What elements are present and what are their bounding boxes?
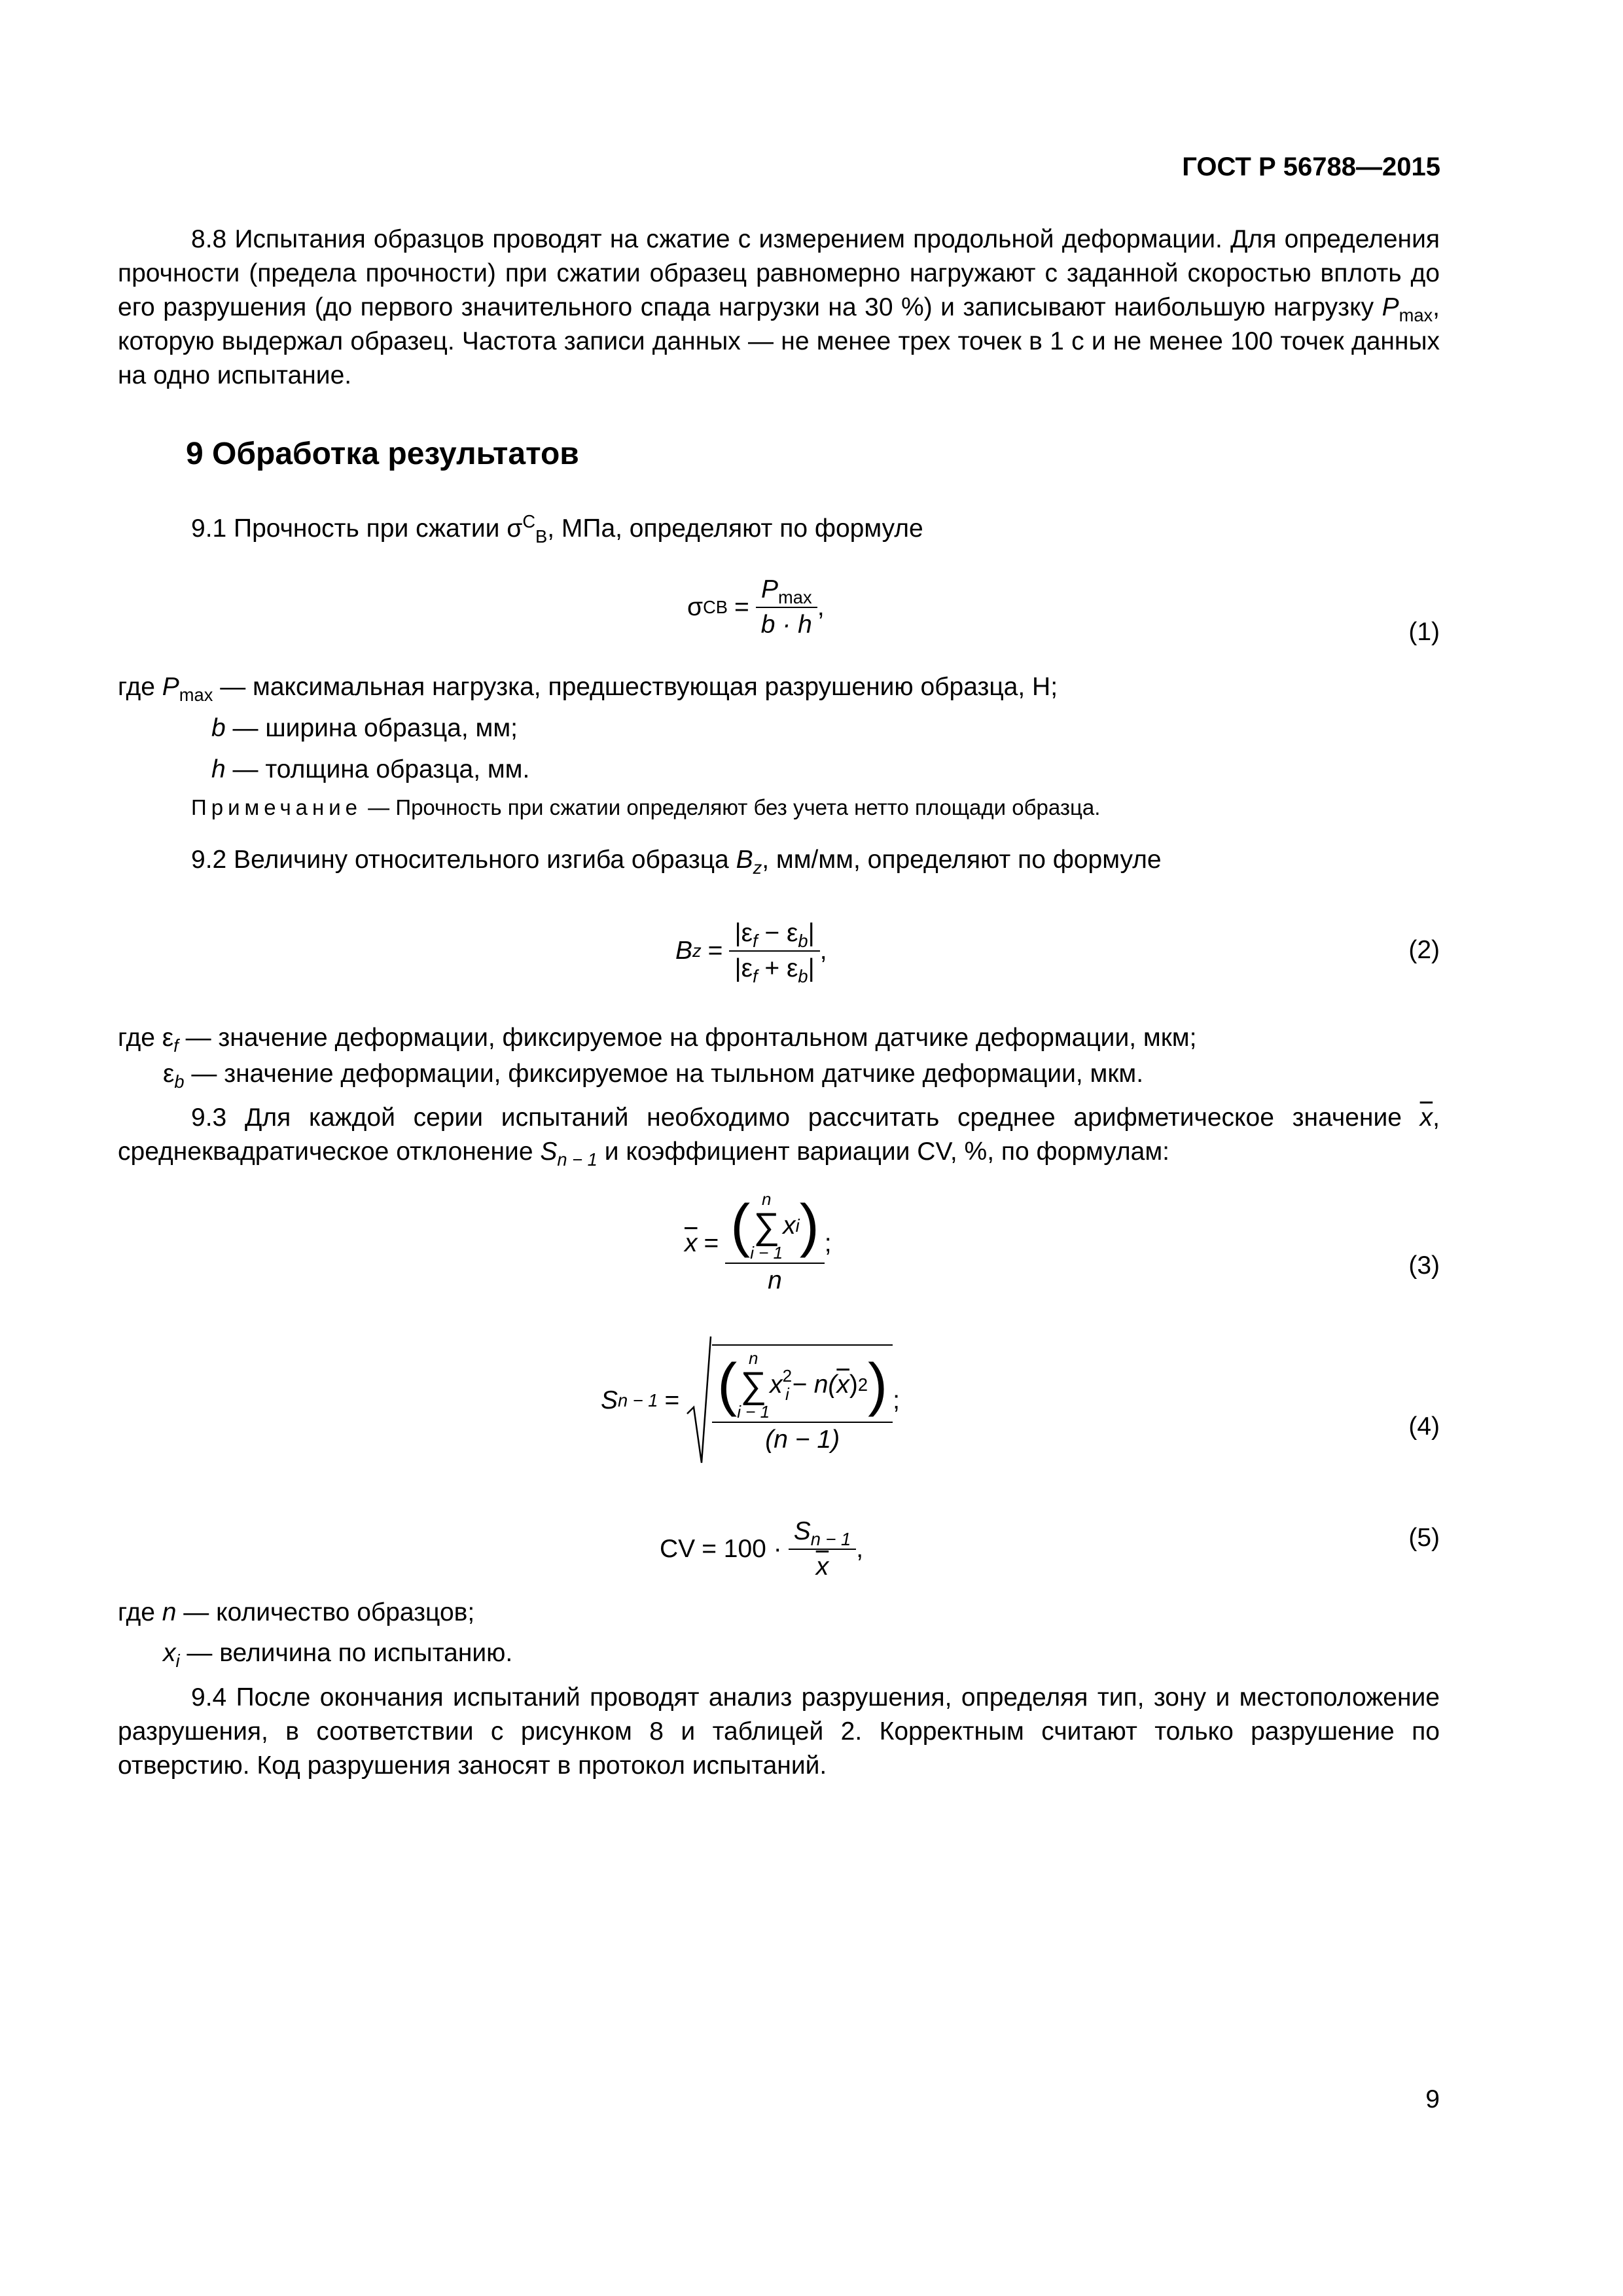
- paragraph-9-1-text-end: , МПа, определяют по формуле: [547, 514, 923, 543]
- sum-bottom: i − 1: [750, 1243, 783, 1263]
- formula-2-equals: =: [707, 937, 723, 965]
- symbol-p-subscript: max: [1399, 304, 1433, 325]
- formula-1: σ С В = $\frac{P_{max}}{b \cdot h}$ ,: [687, 568, 825, 647]
- formula-1-denominator: b · h: [760, 611, 812, 639]
- formula-5-fraction: [789, 1515, 857, 1584]
- formula-3-denominator: n: [768, 1266, 782, 1295]
- symbol-z-subscript: z: [753, 857, 762, 878]
- formula-4-denominator: (n − 1): [765, 1426, 840, 1454]
- formula-2: [675, 902, 827, 1000]
- definition-text: — ширина образца, мм;: [225, 714, 518, 742]
- paragraph-9-4: 9.4 После окончания испытаний проводят анализ разрушения, определяя тип, зону и местоположение разрушения, в соответствии с рисунком 8 и таблицей 2. Корректным считают только разрушение по отверстию. Код разрушения заносят в протокол испытаний.: [118, 1683, 1440, 1780]
- formula-5-comma: ,: [856, 1535, 864, 1563]
- document-number: ГОСТ Р 56788—2015: [1182, 152, 1440, 181]
- formula-4-close: ): [849, 1371, 858, 1399]
- definition-symbol: h: [211, 755, 226, 783]
- sum-symbol: ∑: [753, 1205, 780, 1246]
- symbol-s-subscript: n − 1: [557, 1149, 597, 1170]
- definition-eps-f: [118, 1021, 1196, 1055]
- definition-symbol: x: [163, 1639, 176, 1667]
- formula-2-num-f: f: [752, 930, 758, 951]
- definition-subscript: f: [173, 1035, 179, 1056]
- where-label: где: [118, 1598, 155, 1626]
- formula-3-x: x: [783, 1211, 796, 1240]
- definition-subscript: b: [174, 1071, 185, 1092]
- definition-n: [118, 1596, 474, 1630]
- formula-1-equals: =: [734, 593, 749, 621]
- paren-right: ): [868, 1352, 888, 1418]
- formula-4-x-sub: i: [785, 1384, 789, 1404]
- definition-subscript: i: [175, 1650, 180, 1671]
- formula-3-i: i: [795, 1215, 800, 1236]
- formula-4-x-scripts: [783, 1367, 792, 1403]
- paragraph-9-1: [118, 512, 1440, 546]
- formula-3-equals: =: [704, 1229, 719, 1257]
- formula-4-fraction: [712, 1344, 893, 1457]
- paragraph-9-2-text-start: 9.2 Величину относительного изгиба образца: [191, 846, 736, 874]
- paragraph-8-8-text-end: , которую выдержал образец. Частота записи данных — не менее трех точек в 1 с и не менее 100 точек данных на одно испытание.: [118, 293, 1440, 389]
- formula-2-num-bar: |: [808, 919, 815, 947]
- paragraph-9-3-text-start: 9.3 Для каждой серии испытаний необходимо рассчитать среднее арифметическое значение: [191, 1103, 1420, 1132]
- formula-4-equals: =: [664, 1386, 680, 1414]
- formula-3-fraction: [725, 1189, 824, 1298]
- equation-number-1: (1): [1408, 618, 1440, 646]
- paragraph-9-3: [118, 1101, 1440, 1169]
- definition-symbol: n: [162, 1598, 177, 1626]
- definition-text: — количество образцов;: [176, 1598, 475, 1626]
- formula-4-s-sub: n − 1: [618, 1390, 658, 1410]
- symbol-s: S: [540, 1138, 558, 1166]
- formula-5-s: S: [793, 1517, 811, 1545]
- paragraph-9-1-text-start: 9.1 Прочность при сжатии: [191, 514, 507, 543]
- formula-5-x-bar: x: [815, 1552, 829, 1581]
- symbol-b-z: B: [736, 846, 753, 874]
- formula-1-comma: ,: [817, 593, 825, 621]
- definition-symbol: ε: [163, 1060, 175, 1088]
- definition-subscript: max: [179, 684, 213, 705]
- definition-x-i: [163, 1636, 512, 1670]
- formula-3-numerator: [725, 1189, 824, 1264]
- definition-text: — максимальная нагрузка, предшествующая разрушению образца, Н;: [213, 673, 1058, 701]
- formula-3: [685, 1178, 832, 1309]
- formula-5-equals: = 100 ·: [702, 1535, 782, 1563]
- formula-1-sigma: σ: [687, 593, 704, 621]
- definition-text: — толщина образца, мм.: [225, 755, 530, 783]
- paren-right: ): [799, 1193, 819, 1259]
- formula-1-max: max: [778, 586, 812, 607]
- formula-4-x-sup: 2: [782, 1366, 793, 1386]
- definition-p-max: [118, 670, 1058, 704]
- equation-number-2: (2): [1408, 936, 1440, 964]
- formula-4-semicolon: ;: [893, 1386, 900, 1414]
- formula-2-comma: ,: [819, 937, 827, 965]
- formula-2-num-minus: − ε: [757, 919, 798, 947]
- sum-top: n: [748, 1348, 758, 1368]
- sqrt-icon: [686, 1335, 712, 1466]
- sigma-subscript: В: [535, 526, 548, 547]
- sigma-superscript: С: [522, 511, 536, 531]
- formula-5-s-sub: n − 1: [810, 1528, 851, 1549]
- paragraph-8-8-text-start: 8.8 Испытания образцов проводят на сжатие с измерением продольной деформации. Для определения прочности (предела прочности) при сжатии образец равномерно нагружают с заданной скоростью вплоть до его разрушения (до первого значительного спада нагрузки на 30 %) и записывают наибольшую нагрузку: [118, 225, 1440, 321]
- sigma-symbol: σ: [507, 514, 523, 543]
- formula-3-x-bar: $\overline{x}$: [685, 1229, 698, 1257]
- formula-4-x: x: [770, 1371, 783, 1399]
- formula-2-num-eps: |ε: [734, 919, 753, 947]
- formula-1-p: P: [761, 575, 779, 603]
- definition-text: — значение деформации, фиксируемое на тыльном датчике деформации, мкм.: [184, 1060, 1144, 1088]
- paragraph-9-3-text-end: и коэффициент вариации CV, %, по формулам:: [597, 1138, 1170, 1166]
- note-label: Примечание: [191, 795, 363, 819]
- formula-4-x-bar: $\overline{x}$: [836, 1371, 849, 1399]
- paragraph-9-2-text-end: , мм/мм, определяют по формуле: [762, 846, 1162, 874]
- definition-b: [211, 711, 518, 745]
- formula-2-z: z: [692, 941, 702, 961]
- where-label: где: [118, 1024, 155, 1052]
- definition-symbol: b: [211, 714, 226, 742]
- formula-1-numerator: [756, 573, 817, 608]
- page-number: 9: [1425, 2085, 1440, 2113]
- formula-2-num-b: b: [798, 930, 808, 951]
- equation-number-4: (4): [1408, 1412, 1440, 1441]
- formula-4-s: S: [601, 1386, 618, 1414]
- formula-1-fraction: [756, 573, 817, 642]
- paragraph-9-3-text-mid: , среднеквадратическое отклонение: [118, 1103, 1440, 1166]
- note-text: — Прочность при сжатии определяют без учета нетто площади образца.: [362, 795, 1101, 819]
- definition-text: — значение деформации, фиксируемое на фронтальном датчике деформации, мкм;: [178, 1024, 1197, 1052]
- sum-block: [750, 1189, 783, 1263]
- sum-top: n: [761, 1189, 772, 1209]
- sum-bottom: i − 1: [737, 1402, 770, 1422]
- definition-text: — величина по испытанию.: [179, 1639, 513, 1667]
- paragraph-8-8: [118, 223, 1440, 393]
- sum-symbol: ∑: [740, 1364, 767, 1405]
- definition-symbol: ε: [162, 1024, 174, 1052]
- formula-2-den-b: b: [798, 965, 808, 986]
- formula-5-cv: CV: [660, 1535, 696, 1563]
- equation-number-5: (5): [1408, 1524, 1440, 1552]
- definition-h: [211, 753, 529, 787]
- paren-left: (: [717, 1352, 738, 1418]
- where-label: где: [118, 673, 155, 701]
- formula-4-minus-n: − n(: [792, 1371, 837, 1399]
- symbol-p: P: [1382, 293, 1399, 321]
- paragraph-9-2: [118, 843, 1440, 877]
- formula-2-b: B: [675, 937, 693, 965]
- definition-symbol: P: [162, 673, 179, 701]
- formula-2-numerator: [729, 916, 819, 952]
- definition-eps-b: [163, 1057, 1143, 1091]
- note: [191, 793, 1100, 822]
- formula-5-numerator: [789, 1515, 857, 1550]
- symbol-x-bar: $\overline{x}$: [1419, 1103, 1433, 1132]
- formula-2-den-eps: |ε: [734, 954, 753, 982]
- paren-left: (: [730, 1193, 751, 1259]
- section-heading: 9 Обработка результатов: [186, 437, 579, 471]
- formula-2-den-plus: + ε: [757, 954, 798, 982]
- sum-block: [737, 1348, 770, 1422]
- formula-2-fraction: [729, 916, 819, 986]
- formula-4: [601, 1335, 900, 1466]
- equation-number-3: (3): [1408, 1251, 1440, 1280]
- formula-3-semicolon: ;: [824, 1229, 832, 1257]
- formula-5: [660, 1507, 863, 1592]
- formula-2-denominator: [729, 952, 819, 986]
- formula-4-numerator: ( n ∑ i − 1 x 2 i − n( $\overline{x}$ ) 2 ): [712, 1348, 893, 1423]
- formula-2-den-bar: |: [808, 954, 815, 982]
- formula-2-den-f: f: [752, 965, 758, 986]
